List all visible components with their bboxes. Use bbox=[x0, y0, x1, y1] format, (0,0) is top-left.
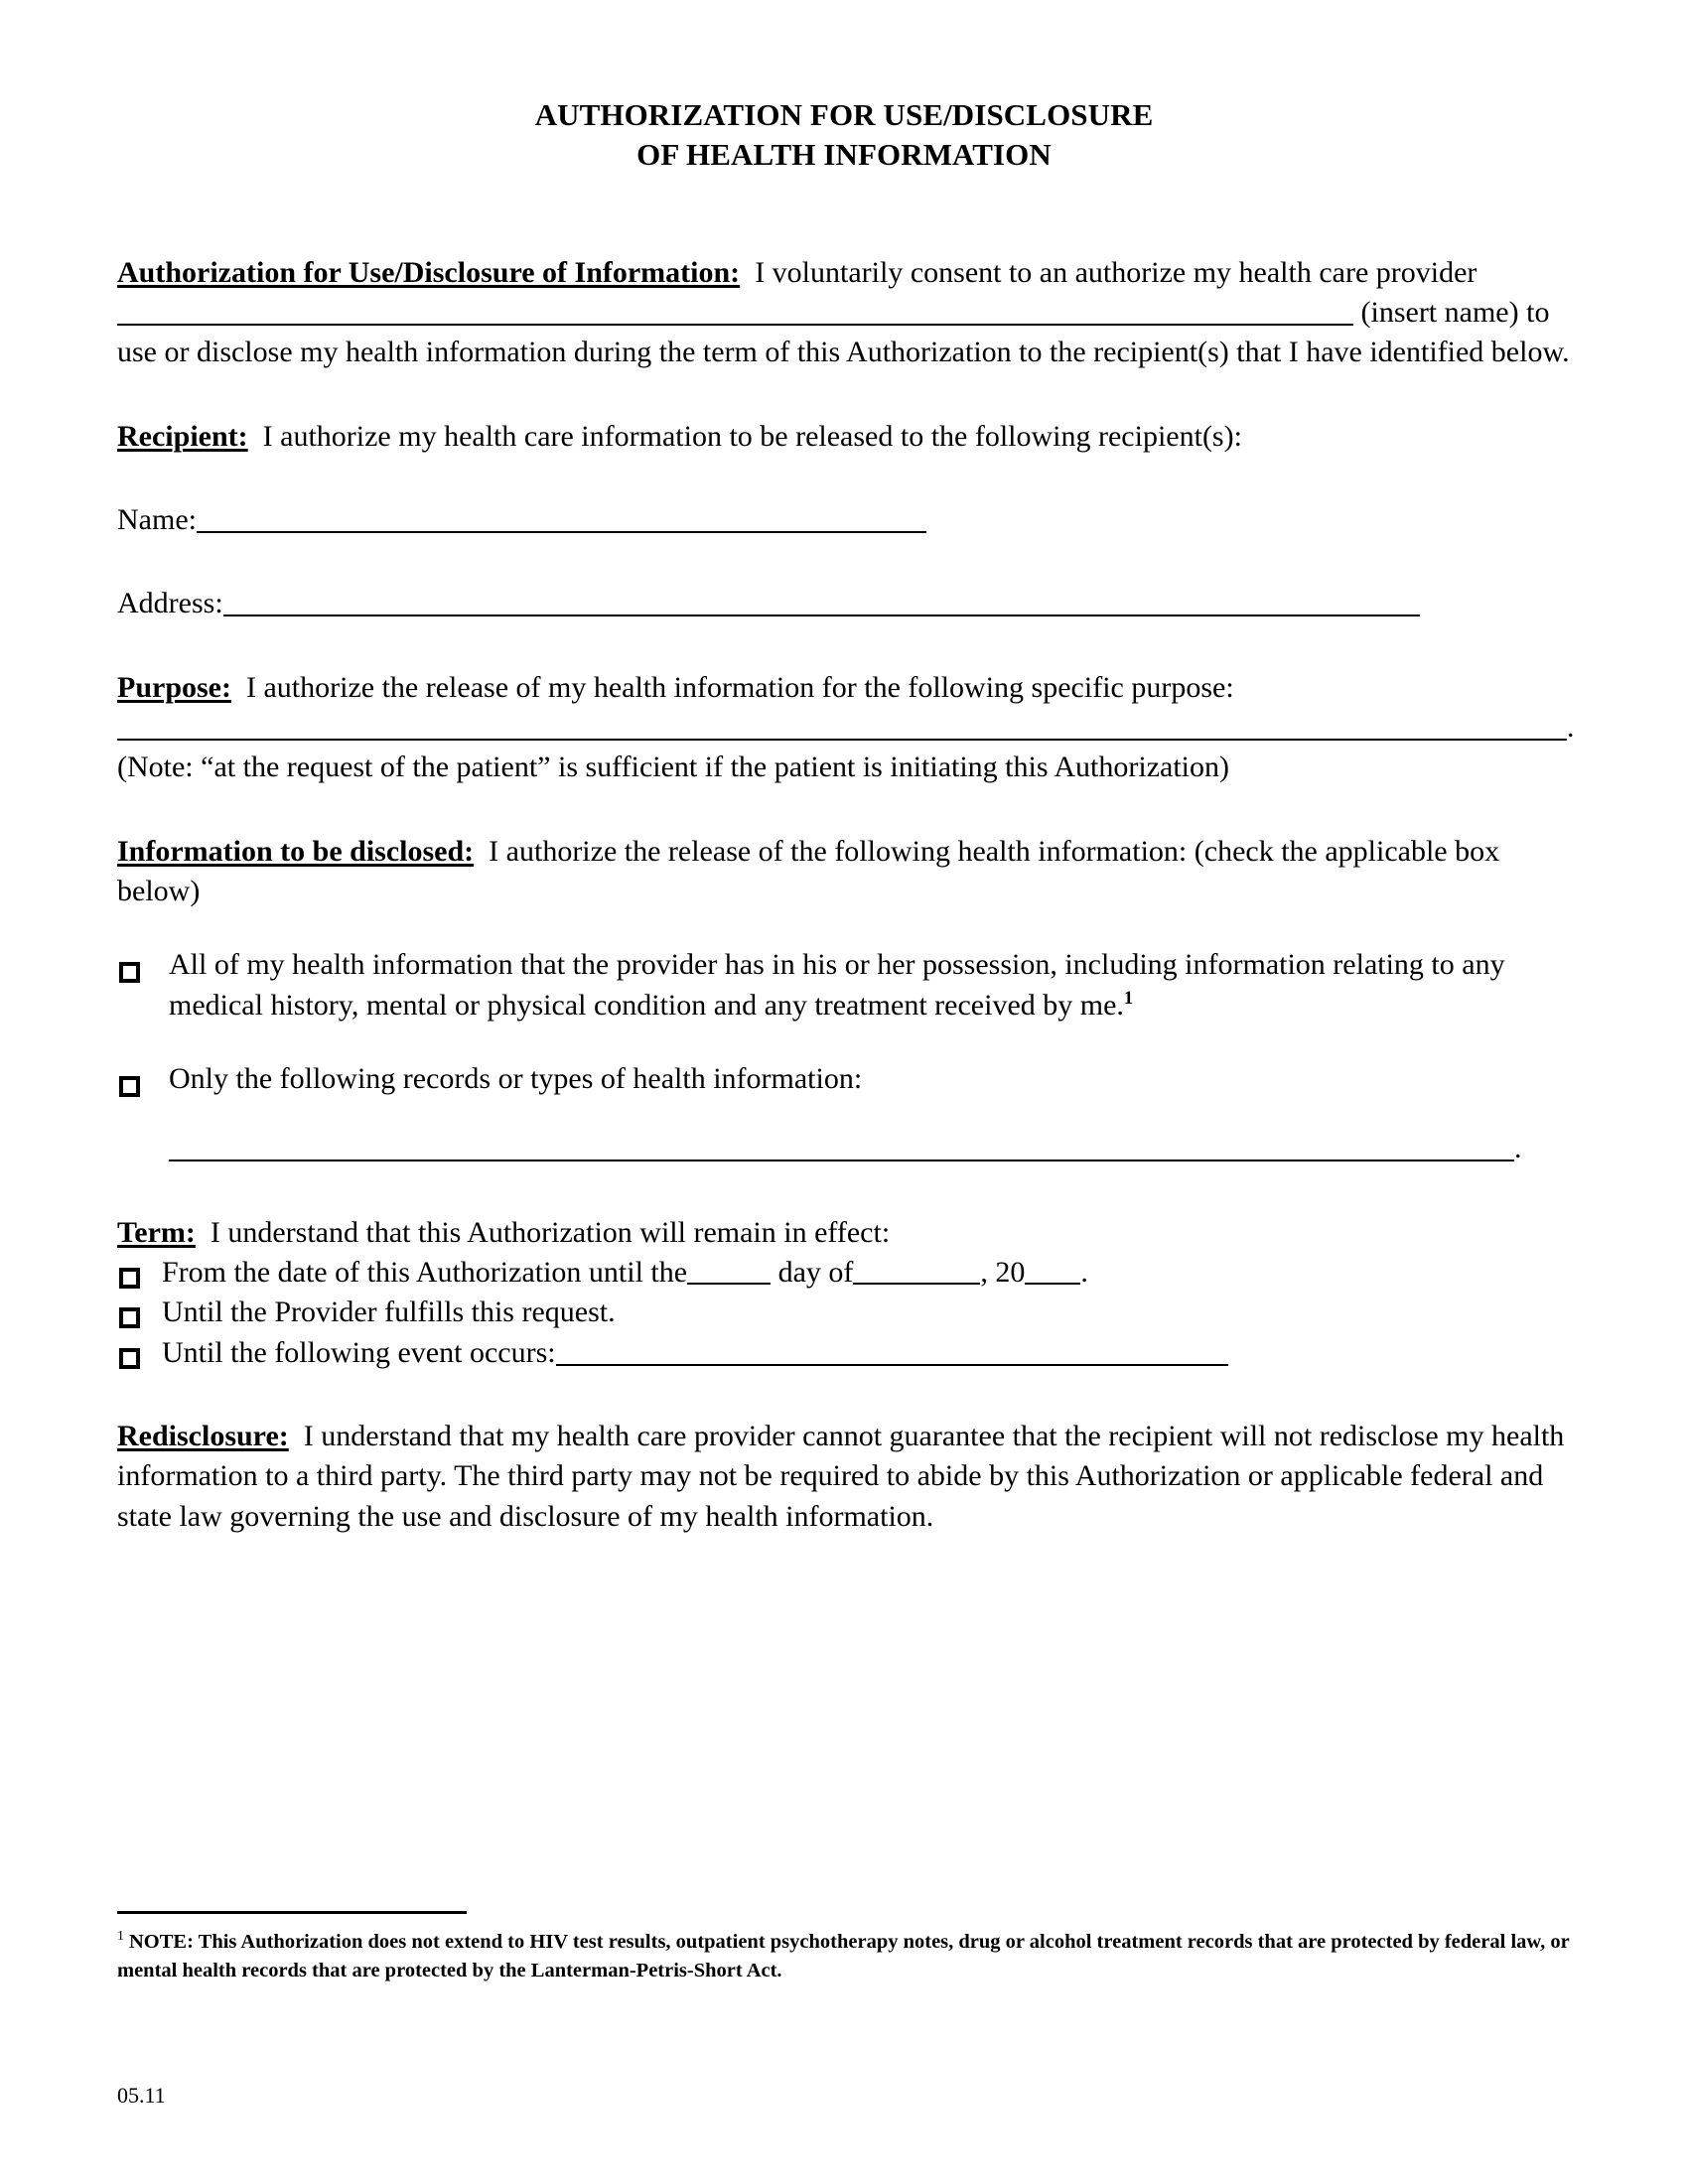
footnote-block bbox=[117, 1911, 1572, 1985]
spacer bbox=[117, 540, 1571, 584]
term-option-mid1: day of bbox=[777, 1256, 854, 1290]
term-option-prefix: From the date of this Authorization until the bbox=[162, 1256, 688, 1290]
checkbox-option-label-wrap bbox=[169, 1059, 1571, 1169]
recipient-text: I authorize my health care information to be released to the following recipient(s): bbox=[262, 419, 1242, 453]
provider-name-blank[interactable] bbox=[117, 324, 1353, 326]
section-authorization bbox=[117, 253, 1571, 373]
records-blank-row bbox=[169, 1129, 1571, 1168]
purpose-text: I authorize the release of my health information for the following specific purpose: bbox=[246, 670, 1234, 704]
checkbox-option-only-following-records[interactable] bbox=[117, 1059, 1571, 1169]
spacing bbox=[474, 835, 489, 868]
checkbox-icon[interactable] bbox=[119, 1348, 140, 1369]
redisclosure-text: I understand that my health care provider cannot guarantee that the recipient will not redisclose my health information to a third party. The third party may not be required to abide by this Authorization or applicable federal and state law governing the use and disclosure of my health information. bbox=[117, 1420, 1565, 1533]
authorization-insert-name-hint: (insert name) bbox=[1360, 295, 1519, 329]
spacer bbox=[117, 1373, 1571, 1417]
recipient-heading: Recipient: bbox=[117, 419, 248, 453]
spacer bbox=[117, 1169, 1571, 1213]
spacing bbox=[231, 671, 246, 704]
recipient-name-label: Name: bbox=[117, 502, 197, 536]
spacing bbox=[196, 1216, 211, 1249]
spacer bbox=[117, 1025, 1571, 1059]
recipient-address-row bbox=[117, 584, 1571, 623]
records-blank[interactable] bbox=[169, 1160, 1514, 1161]
spacer bbox=[117, 911, 1571, 945]
section-purpose bbox=[117, 668, 1571, 708]
spacer bbox=[117, 176, 1571, 253]
spacing bbox=[289, 1420, 304, 1452]
information-disclosed-subtext: (check the applicable box below) bbox=[117, 834, 1500, 908]
term-option-label-wrap bbox=[162, 1253, 1571, 1293]
term-options bbox=[117, 1253, 1571, 1373]
footnote-reference-marker: 1 bbox=[1123, 987, 1134, 1009]
authorization-heading: Authorization for Use/Disclosure of Information: bbox=[117, 255, 741, 289]
term-option-prefix: Until the following event occurs: bbox=[162, 1335, 556, 1369]
term-option-prefix: Until the Provider fulfills this request. bbox=[162, 1296, 616, 1329]
spacing bbox=[740, 256, 755, 289]
checkbox-icon[interactable] bbox=[119, 1268, 140, 1289]
purpose-heading: Purpose: bbox=[117, 670, 231, 704]
document-title bbox=[117, 95, 1571, 176]
title-line-1: AUTHORIZATION FOR USE/DISCLOSURE bbox=[534, 97, 1154, 132]
section-recipient bbox=[117, 417, 1571, 457]
term-option-label-wrap bbox=[162, 1293, 1571, 1332]
footnote-separator-line bbox=[117, 1911, 467, 1914]
footnote-content bbox=[117, 1928, 1572, 1985]
term-option-mid2: , 20 bbox=[980, 1256, 1026, 1290]
redisclosure-heading: Redisclosure: bbox=[117, 1420, 289, 1453]
spacer bbox=[117, 373, 1571, 417]
recipient-address-label: Address: bbox=[117, 587, 223, 620]
checkbox-icon[interactable] bbox=[119, 1307, 140, 1328]
checkbox-option-all-information[interactable] bbox=[117, 945, 1571, 1025]
section-term bbox=[117, 1213, 1571, 1253]
term-year-blank[interactable] bbox=[1025, 1283, 1080, 1285]
title-line-2: OF HEALTH INFORMATION bbox=[636, 137, 1052, 173]
purpose-blank-trailing: . bbox=[1567, 711, 1575, 744]
section-information-disclosed bbox=[117, 832, 1571, 912]
footnote-marker: 1 bbox=[117, 1929, 124, 1945]
term-option-until-fulfilled[interactable] bbox=[117, 1293, 1571, 1332]
checkbox-icon[interactable] bbox=[119, 1076, 140, 1097]
term-option-from-date[interactable] bbox=[117, 1253, 1571, 1293]
recipient-address-blank[interactable] bbox=[223, 614, 1420, 616]
recipient-name-row bbox=[117, 500, 1571, 540]
spacer bbox=[117, 788, 1571, 832]
term-heading: Term: bbox=[117, 1215, 196, 1249]
spacing bbox=[248, 420, 263, 453]
term-text: I understand that this Authorization will remain in effect: bbox=[210, 1215, 891, 1249]
checkbox-option-label-wrap bbox=[169, 945, 1571, 1025]
term-day-blank[interactable] bbox=[687, 1283, 771, 1285]
spacer bbox=[117, 457, 1571, 500]
recipient-name-blank[interactable] bbox=[197, 531, 926, 533]
spacer bbox=[117, 624, 1571, 668]
term-month-blank[interactable] bbox=[853, 1283, 980, 1285]
document-version-stamp: 05.11 bbox=[117, 2083, 166, 2108]
information-disclosed-options bbox=[117, 945, 1571, 1168]
purpose-note: (Note: “at the request of the patient” is sufficient if the patient is initiating this Authorization) bbox=[117, 751, 1229, 784]
term-option-until-event[interactable] bbox=[117, 1333, 1571, 1373]
section-redisclosure bbox=[117, 1417, 1571, 1537]
authorization-text-continued: to use or disclose my health information during the term of this Authorization to the recipient(s) that I have identified below. bbox=[117, 295, 1570, 369]
purpose-blank-row bbox=[117, 708, 1575, 748]
checkbox-option-label: All of my health information that the provider has in his or her possession, including information relating to any medical history, mental or physical condition and any treatment received by me. bbox=[169, 948, 1505, 1022]
term-option-suffix: . bbox=[1080, 1256, 1088, 1290]
term-event-blank[interactable] bbox=[556, 1364, 1228, 1366]
authorization-text-before-blank: I voluntarily consent to an authorize my health care provider bbox=[755, 255, 1477, 289]
records-blank-trailing: . bbox=[1514, 1132, 1522, 1165]
checkbox-icon[interactable] bbox=[119, 962, 140, 983]
information-disclosed-text: I authorize the release of the following health information: bbox=[489, 834, 1188, 868]
term-option-label-wrap bbox=[162, 1333, 1571, 1373]
information-disclosed-heading: Information to be disclosed: bbox=[117, 834, 475, 868]
checkbox-option-label: Only the following records or types of health information: bbox=[169, 1062, 863, 1096]
footnote-body: NOTE: This Authorization does not extend to HIV test results, outpatient psychotherapy notes, drug or alcohol treatment records that are protected by federal law, or mental health records that are protected by the Lanterman-Petris-Short Act. bbox=[117, 1931, 1570, 1982]
purpose-blank[interactable] bbox=[117, 739, 1567, 741]
